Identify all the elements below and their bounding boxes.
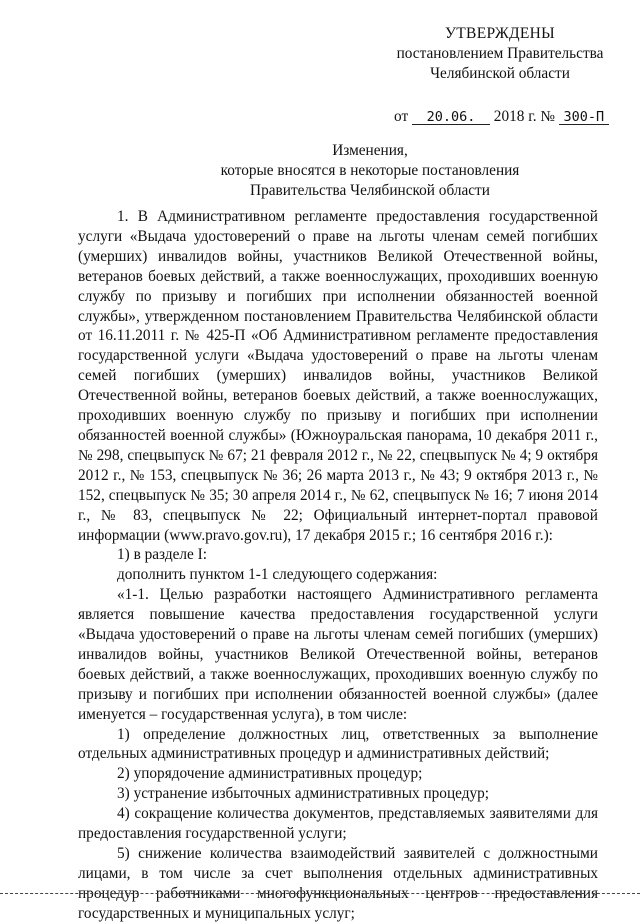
paragraph-9: 5) снижение количества взаимодействий заявителей с должностными лицами, в том числе за счет выполнения отдельных административных процедур работниками многофункциональных центров предоставления государственных и муниципальных услуг; bbox=[78, 845, 598, 922]
document-title bbox=[150, 141, 590, 201]
approval-title: УТВЕРЖДЕНЫ bbox=[445, 25, 555, 42]
approval-line-2: Челябинской области bbox=[430, 65, 570, 82]
document-body bbox=[78, 207, 598, 924]
paragraph-5: 1) определение должностных лиц, ответственных за выполнение отдельных административных процедур и административных действий; bbox=[78, 725, 598, 763]
title-line-3: Правительства Челябинской области bbox=[250, 182, 490, 199]
date-prefix: от bbox=[394, 108, 409, 125]
paragraph-3: дополнить пунктом 1-1 следующего содержания: bbox=[117, 566, 438, 584]
paragraph-6: 2) упорядочение административных процедур; bbox=[117, 765, 423, 783]
document-number: 300-П bbox=[559, 110, 609, 125]
paragraph-7: 3) устранение избыточных административных процедур; bbox=[117, 785, 490, 803]
title-line-1: Изменения, bbox=[332, 142, 408, 159]
paragraph-4: «1-1. Целью разработки настоящего Административного регламента является повышение качества предоставления государственной услуги «Выдача удостоверений о праве на льготы членам семей погибших (умерших) инвалидов войны, участников Великой Отечественной войны, ветеранов боевых действий, а также военнослужащих, проходивших военную службу по призыву и погибших при исполнении обязанностей военной службы» (далее именуется – государственная услуга), в том числе: bbox=[78, 586, 598, 723]
approval-line-1: постановлением Правительства bbox=[396, 45, 604, 62]
date-mid: 2018 г. № bbox=[493, 108, 556, 125]
page-bottom-divider bbox=[0, 893, 640, 894]
title-line-2: которые вносятся в некоторые постановления bbox=[220, 162, 520, 179]
paragraph-8: 4) сокращение количества документов, представляемых заявителями для предоставления государственной услуги; bbox=[78, 805, 598, 843]
paragraph-2: 1) в разделе I: bbox=[117, 546, 207, 564]
date-value: 20.06. bbox=[412, 110, 490, 125]
approval-date-line bbox=[394, 108, 609, 126]
paragraph-1: 1. В Административном регламенте предоставления государственной услуги «Выдача удостоверений о праве на льготы членам семей погибших (умерших) инвалидов войны, участников Великой Отечественной войны, ветеранов боевых действий, а также военнослужащих, проходивших военную службу по призыву и погибших при исполнении обязанностей военной службы», утвержденном постановлением Правительства Челябинской области от 16.11.2011 г. № 425-П «Об Административном регламенте предоставления государственной услуги «Выдача удостоверений о праве на льготы членам семей погибших (умерших) инвалидов войны, участников Великой Отечественной войны, ветеранов боевых действий, а также военнослужащих, проходивших военную службу по призыву и погибших при исполнении обязанностей военной службы» (Южноуральская панорама, 10 декабря 2011 г., № 298, спецвыпуск № 67; 21 февраля 2012 г., № 22, спецвыпуск № 4; 9 октября 2012 г., № 153, спецвыпуск № 36; 26 марта 2013 г., № 43; 9 октября 2013 г., № 152, спецвыпуск № 35; 30 апреля 2014 г., № 62, спецвыпуск № 16; 7 июня 2014 г., № 83, спецвыпуск № 22; Официальный интернет-портал правовой информации (www.pravo.gov.ru), 17 декабря 2015 г.; 16 сентября 2016 г.): bbox=[78, 208, 598, 544]
approval-stamp bbox=[390, 24, 610, 84]
